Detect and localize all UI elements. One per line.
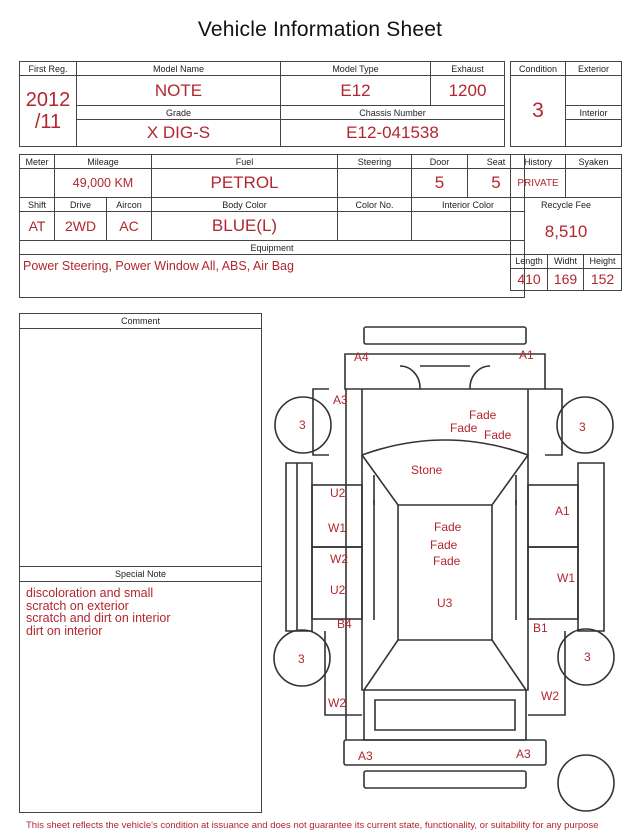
page-title: Vehicle Information Sheet bbox=[197, 18, 443, 41]
dmg-u2-left-2: U2 bbox=[330, 583, 346, 597]
dmg-a3-rear-left: A3 bbox=[358, 749, 373, 763]
aircon-label: Aircon bbox=[107, 198, 152, 212]
tire-rr-grade: 3 bbox=[584, 650, 591, 664]
model-type-value: E12 bbox=[281, 76, 431, 106]
exhaust-label: Exhaust bbox=[431, 62, 505, 76]
special-note-line: discoloration and small bbox=[26, 586, 154, 600]
fuel-value: PETROL bbox=[152, 169, 338, 198]
shift-label: Shift bbox=[20, 198, 55, 212]
tire-fl-grade: 3 bbox=[299, 418, 306, 432]
condition-value: 3 bbox=[511, 76, 566, 147]
dmg-fade-3: Fade bbox=[484, 428, 512, 442]
special-note-label: Special Note bbox=[20, 567, 261, 582]
interior-label: Interior bbox=[566, 106, 622, 120]
body-color-value: BLUE(L) bbox=[152, 212, 338, 241]
model-name-label: Model Name bbox=[77, 62, 281, 76]
exhaust-value: 1200 bbox=[431, 76, 505, 106]
chassis-value: E12-041538 bbox=[281, 120, 505, 147]
first-reg-month: /11 bbox=[34, 111, 62, 133]
dmg-fade-1: Fade bbox=[469, 408, 497, 422]
interior-color-label: Interior Color bbox=[412, 198, 525, 212]
meter-label: Meter bbox=[20, 155, 55, 169]
special-note-line: dirt on interior bbox=[26, 623, 103, 638]
right-rocker bbox=[578, 463, 604, 631]
front-bumper bbox=[364, 327, 526, 344]
dmg-u2-left: U2 bbox=[330, 486, 346, 500]
front-light-left bbox=[400, 366, 420, 389]
seat-label: Seat bbox=[468, 155, 525, 169]
syaken-label: Syaken bbox=[566, 155, 622, 169]
tailgate bbox=[364, 690, 526, 740]
special-note-line: scratch on exterior bbox=[26, 598, 129, 613]
height-label: Height bbox=[584, 254, 622, 268]
fuel-label: Fuel bbox=[152, 155, 338, 169]
exterior-label: Exterior bbox=[566, 62, 622, 76]
hood-body bbox=[362, 389, 528, 455]
left-fender-front bbox=[313, 389, 329, 455]
dmg-fade-5: Fade bbox=[430, 538, 458, 552]
grade-value: X DIG-S bbox=[77, 120, 281, 147]
dmg-fade-4: Fade bbox=[434, 520, 462, 534]
model-name-value: NOTE bbox=[77, 76, 281, 106]
dmg-b1: B1 bbox=[533, 621, 548, 635]
rear-bumper-lower bbox=[364, 771, 526, 788]
dmg-w1-left: W1 bbox=[328, 521, 346, 535]
dmg-w2-rear-left: W2 bbox=[328, 696, 346, 710]
dmg-fade-6: Fade bbox=[433, 554, 461, 568]
drive-value: 2WD bbox=[55, 212, 107, 241]
tire-rl-grade: 3 bbox=[298, 652, 305, 666]
dmg-a3-rear-right: A3 bbox=[516, 747, 531, 761]
spare-tire bbox=[558, 755, 614, 811]
recycle-value: 8,510 bbox=[511, 211, 622, 254]
aircon-value: AC bbox=[107, 212, 152, 241]
right-fender-front bbox=[545, 389, 562, 455]
equipment-value: Power Steering, Power Window All, ABS, Air Bag bbox=[23, 259, 294, 273]
right-front-door bbox=[528, 485, 578, 547]
height-value: 152 bbox=[584, 268, 622, 290]
door-label: Door bbox=[412, 155, 468, 169]
tire-fr-grade: 3 bbox=[579, 420, 586, 434]
shift-value: AT bbox=[20, 212, 55, 241]
windshield bbox=[362, 455, 528, 505]
body-color-label: Body Color bbox=[152, 198, 338, 212]
dmg-w2-right: W2 bbox=[541, 689, 559, 703]
equipment-label: Equipment bbox=[20, 241, 525, 255]
dmg-a3-front-left: A3 bbox=[333, 393, 348, 407]
mileage-value: 49,000 KM bbox=[55, 169, 152, 198]
door-value: 5 bbox=[412, 169, 468, 198]
model-type-label: Model Type bbox=[281, 62, 431, 76]
comment-label: Comment bbox=[20, 314, 261, 329]
front-hood-outline bbox=[345, 354, 545, 389]
dmg-a1-top: A1 bbox=[519, 348, 534, 362]
width-label: Widht bbox=[548, 254, 584, 268]
first-reg-label: First Reg. bbox=[20, 62, 77, 76]
condition-label: Condition bbox=[511, 62, 566, 76]
seat-value: 5 bbox=[468, 169, 525, 198]
dmg-w1-right: W1 bbox=[557, 571, 575, 585]
chassis-label: Chassis Number bbox=[281, 106, 505, 120]
drive-label: Drive bbox=[55, 198, 107, 212]
dmg-fade-2: Fade bbox=[450, 421, 478, 435]
dmg-a4: A4 bbox=[354, 350, 369, 364]
special-note-line: scratch and dirt on interior bbox=[26, 611, 171, 625]
left-rocker bbox=[286, 463, 312, 631]
front-light-right bbox=[470, 366, 490, 389]
length-label: Length bbox=[511, 254, 548, 268]
recycle-label: Recycle Fee bbox=[511, 198, 622, 212]
rear-window bbox=[375, 700, 515, 730]
mileage-label: Mileage bbox=[55, 155, 152, 169]
length-value: 410 bbox=[511, 268, 548, 290]
dmg-stone: Stone bbox=[411, 463, 443, 477]
steering-label: Steering bbox=[338, 155, 412, 169]
dmg-b4: B4 bbox=[337, 617, 352, 631]
history-label: History bbox=[511, 155, 566, 169]
first-reg-year: 2012 bbox=[25, 89, 71, 111]
dmg-w2-left: W2 bbox=[330, 552, 348, 566]
dmg-u3: U3 bbox=[437, 596, 453, 610]
history-value: PRIVATE bbox=[511, 169, 566, 198]
rear-window-lines bbox=[364, 640, 526, 690]
footer-disclaimer: This sheet reflects the vehicle's condition at issuance and does not guarantee its current state, functionality, or suitability for any purpose bbox=[26, 820, 599, 831]
width-value: 169 bbox=[548, 268, 584, 290]
dmg-a1-right: A1 bbox=[555, 504, 570, 518]
grade-label: Grade bbox=[77, 106, 281, 120]
color-no-label: Color No. bbox=[338, 198, 412, 212]
